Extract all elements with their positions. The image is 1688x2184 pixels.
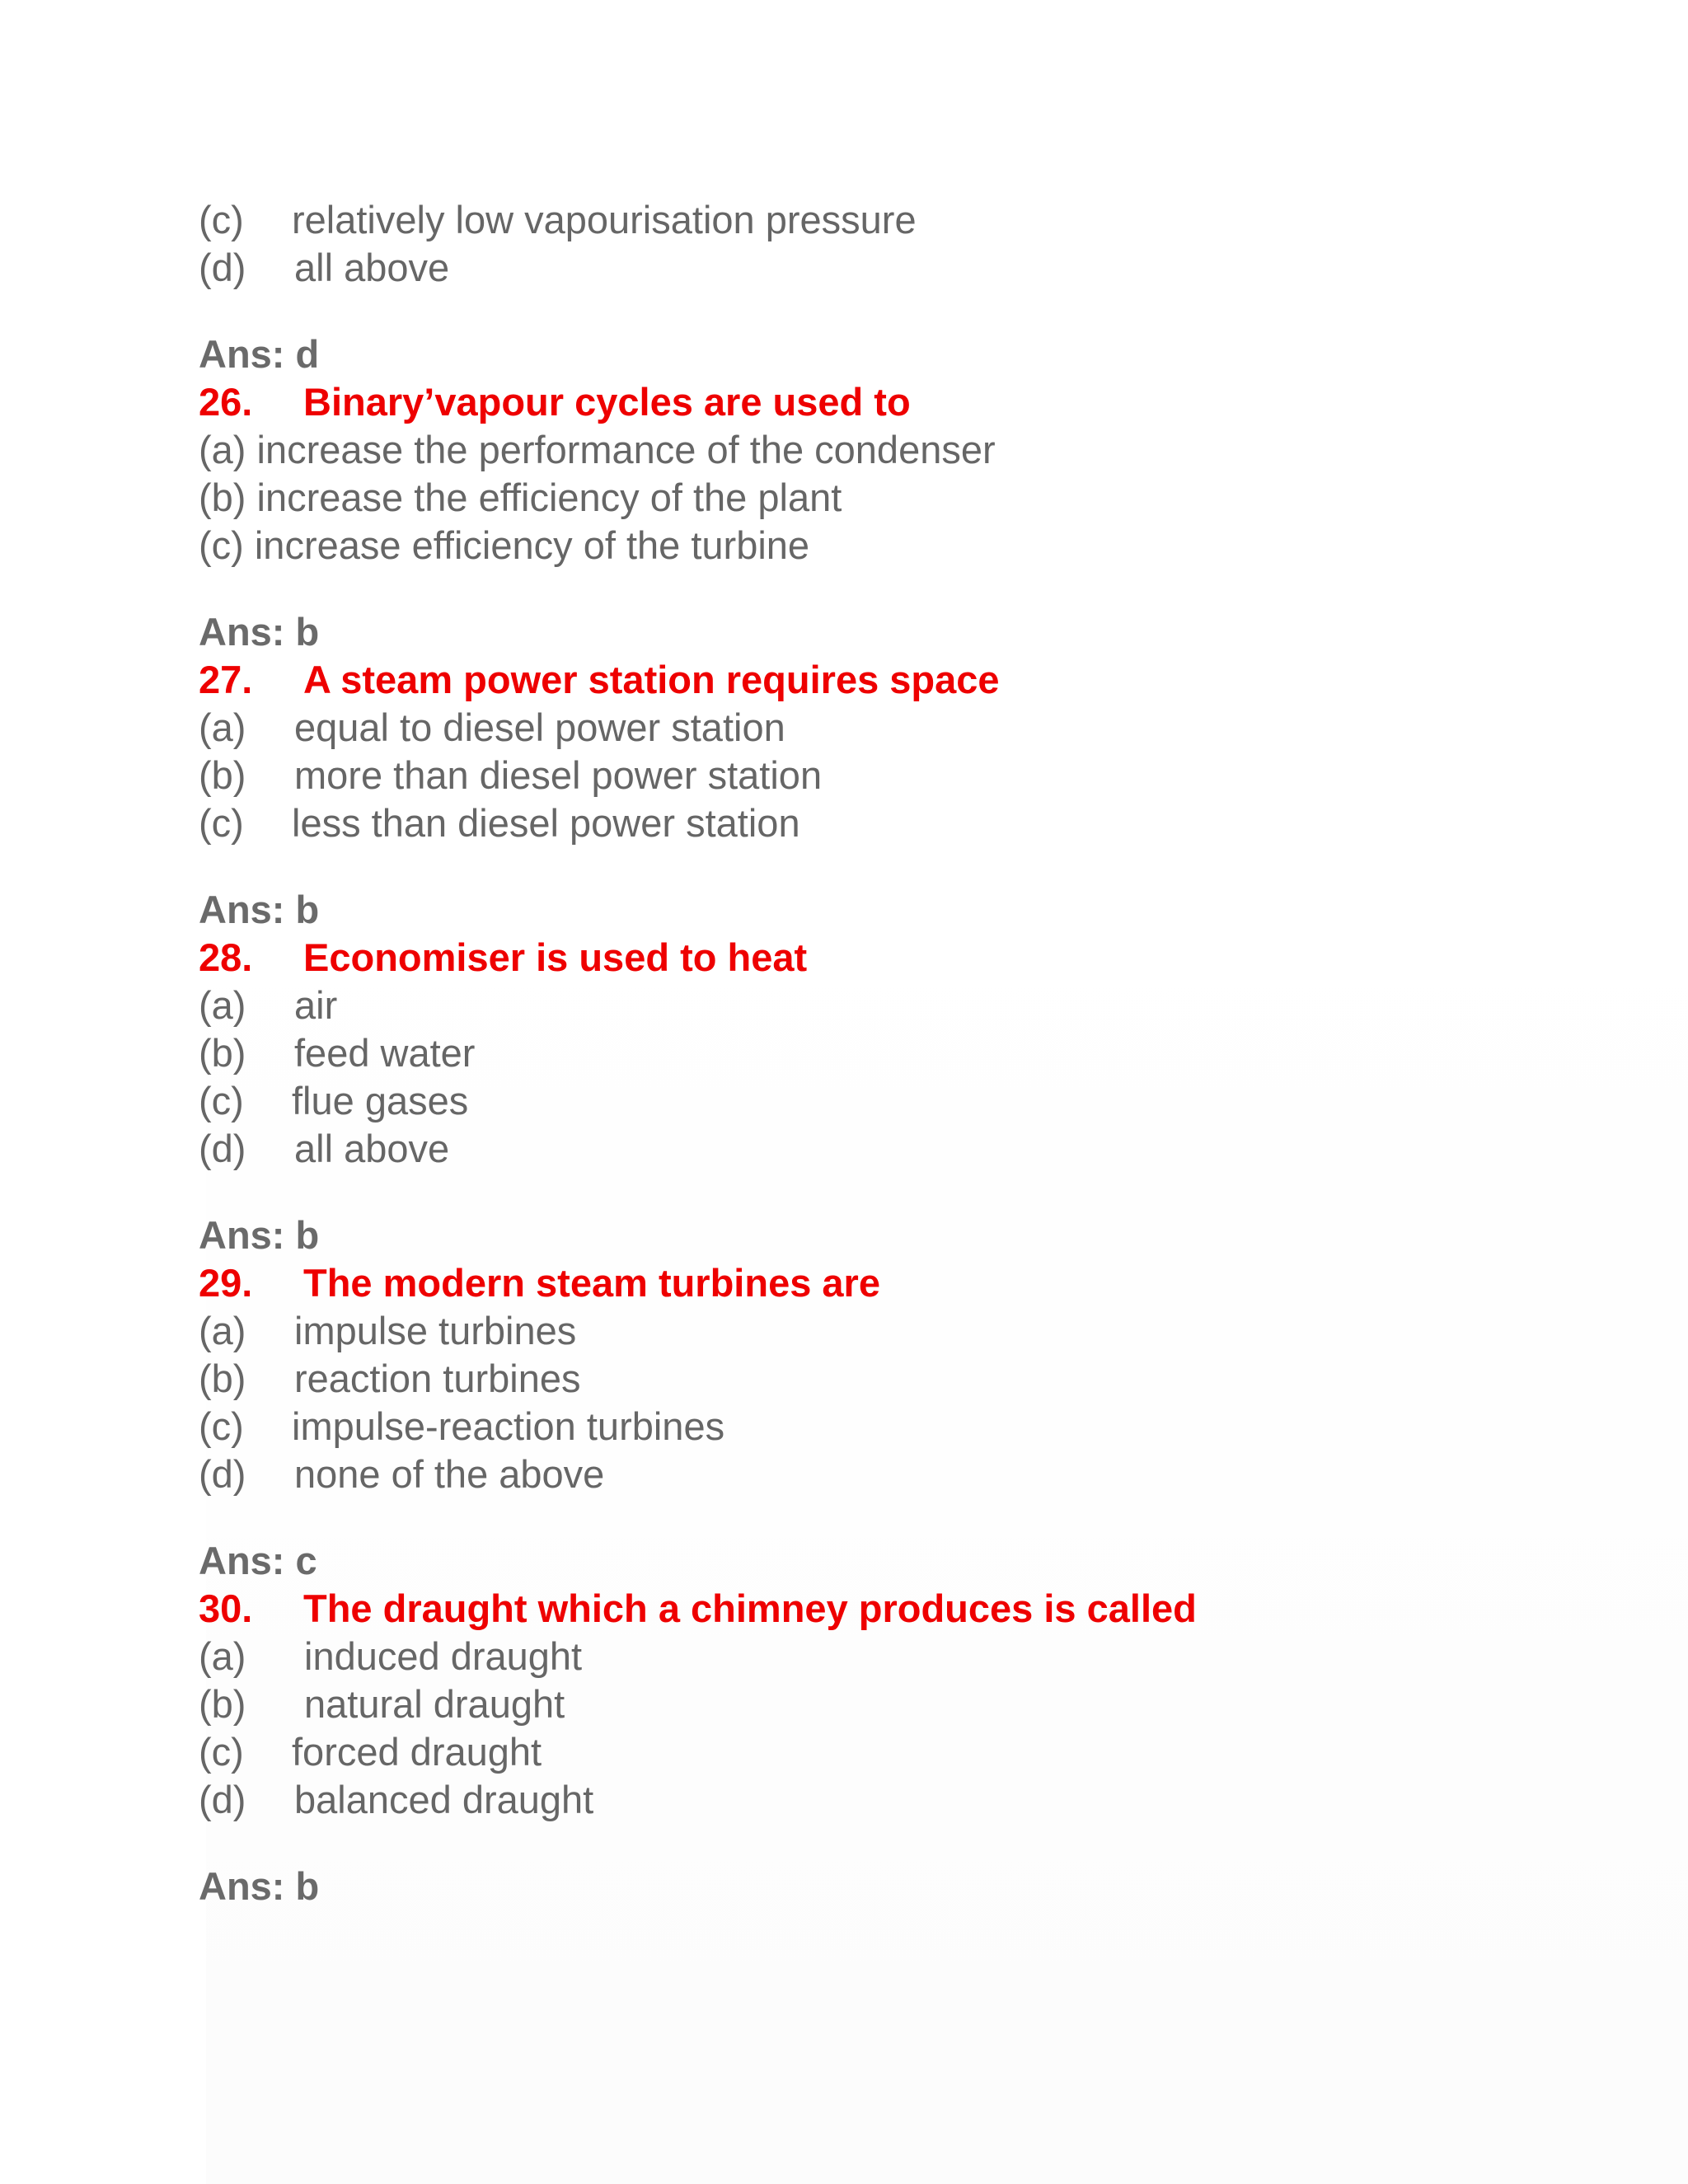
option-text: reaction turbines	[294, 1357, 581, 1400]
option-line	[199, 1029, 1517, 1077]
option-text: feed water	[294, 1031, 476, 1075]
option-text: all above	[294, 246, 450, 289]
option-line	[199, 1307, 1517, 1355]
question-number: 29.	[199, 1261, 253, 1305]
answer-line: Ans: d	[199, 332, 320, 376]
question-heading	[199, 934, 1517, 982]
option-text: none of the above	[294, 1452, 605, 1496]
option-text: less than diesel power station	[292, 801, 800, 845]
question-heading	[199, 1585, 1517, 1633]
option-text: impulse-reaction turbines	[292, 1404, 725, 1448]
option-line	[199, 1077, 1517, 1125]
question-heading	[199, 1259, 1517, 1307]
question-number: 28.	[199, 935, 253, 979]
question-number: 26.	[199, 380, 253, 424]
option-text: relatively low vapourisation pressure	[292, 198, 917, 241]
question-text: A steam power station requires space	[303, 658, 1000, 701]
question-text: The modern steam turbines are	[303, 1261, 880, 1305]
option-text: air	[294, 983, 338, 1027]
option-line	[199, 244, 1517, 292]
option-line	[199, 704, 1517, 752]
option-text: flue gases	[292, 1079, 469, 1122]
option-line: (b) increase the efficiency of the plant	[199, 476, 842, 519]
option-text: induced draught	[304, 1634, 583, 1678]
option-label: (a)	[199, 705, 246, 749]
option-line	[199, 1355, 1517, 1403]
answer-line: Ans: b	[199, 888, 320, 931]
option-label: (a)	[199, 983, 246, 1027]
option-label: (d)	[199, 1452, 246, 1496]
option-text: forced draught	[292, 1730, 542, 1774]
question-number: 27.	[199, 658, 253, 701]
option-line	[199, 1403, 1517, 1451]
option-label: (c)	[199, 801, 244, 845]
option-label: (c)	[199, 198, 244, 241]
option-line	[199, 1633, 1517, 1680]
option-line	[199, 1776, 1517, 1824]
answer-line: Ans: b	[199, 610, 320, 654]
option-text: impulse turbines	[294, 1309, 577, 1352]
question-heading	[199, 656, 1517, 704]
option-line	[199, 982, 1517, 1029]
option-text: balanced draught	[294, 1778, 594, 1821]
option-label: (c)	[199, 1730, 244, 1774]
option-line: (c) increase efficiency of the turbine	[199, 523, 810, 567]
question-text: Binary’vapour cycles are used to	[303, 380, 911, 424]
option-label: (b)	[199, 1357, 246, 1400]
option-label: (b)	[199, 1682, 246, 1726]
option-label: (d)	[199, 1127, 246, 1170]
option-line	[199, 1728, 1517, 1776]
option-text: all above	[294, 1127, 450, 1170]
answer-line: Ans: c	[199, 1539, 317, 1582]
option-line	[199, 1451, 1517, 1498]
option-line	[199, 1680, 1517, 1728]
answer-line: Ans: b	[199, 1864, 320, 1908]
option-text: natural draught	[304, 1682, 565, 1726]
option-label: (a)	[199, 1309, 246, 1352]
option-label: (c)	[199, 1079, 244, 1122]
option-label: (d)	[199, 246, 246, 289]
option-label: (a)	[199, 1634, 246, 1678]
option-line: (a) increase the performance of the condenser	[199, 428, 996, 471]
option-line	[199, 752, 1517, 799]
option-label: (b)	[199, 1031, 246, 1075]
option-text: equal to diesel power station	[294, 705, 785, 749]
option-line	[199, 799, 1517, 847]
question-text: Economiser is used to heat	[303, 935, 808, 979]
question-number: 30.	[199, 1586, 253, 1630]
answer-line: Ans: b	[199, 1213, 320, 1257]
option-label: (c)	[199, 1404, 244, 1448]
option-label: (d)	[199, 1778, 246, 1821]
option-text: more than diesel power station	[294, 753, 823, 797]
question-text: The draught which a chimney produces is called	[303, 1586, 1197, 1630]
option-label: (b)	[199, 753, 246, 797]
document-content	[199, 196, 1517, 1910]
question-heading	[199, 378, 1517, 426]
option-line	[199, 196, 1517, 244]
option-line	[199, 1125, 1517, 1173]
